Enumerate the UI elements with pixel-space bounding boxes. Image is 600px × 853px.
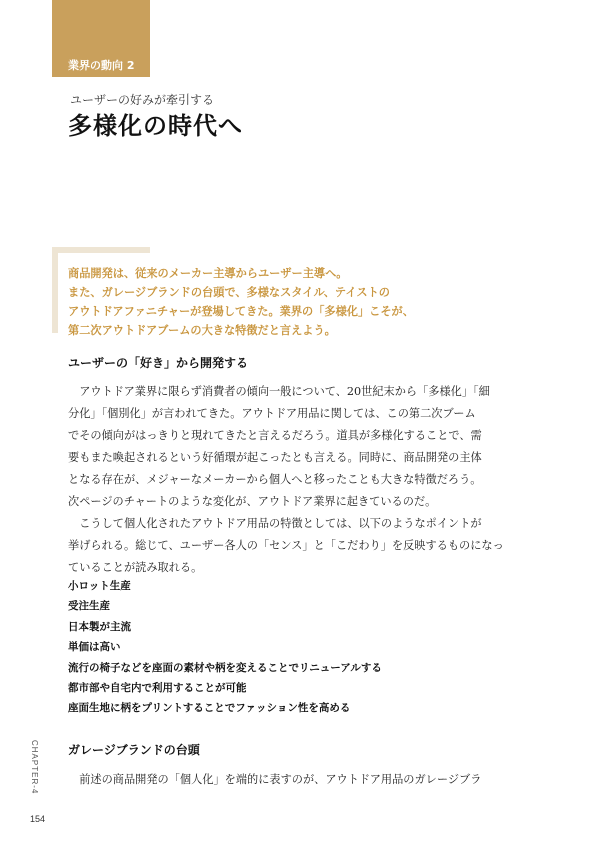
article-title: 多様化の時代へ (68, 112, 243, 140)
page-number: 154 (30, 814, 46, 824)
feature-item: 流行の椅子などを座面の素材や柄を変えることでリニューアルする (68, 661, 382, 674)
section-heading: ガレージブランドの台頭 (68, 743, 200, 757)
feature-item: 座面生地に柄をプリントすることでファッション性を高める (68, 702, 351, 715)
lead-line: また、ガレージブランドの台頭で、多様なスタイル、テイストの (68, 286, 390, 299)
body-line: 前述の商品開発の「個人化」を端的に表すのが、アウトドア用品のガレージブラ (68, 773, 482, 786)
body-line: ていることが読み取れる。 (68, 561, 203, 574)
body-line: となる存在が、メジャーなメーカーから個人へと移ったことも大きな特徴だろう。 (68, 473, 482, 486)
lead-line: アウトドアファニチャーが登場してきた。業界の「多様化」こそが、 (68, 305, 414, 318)
section-label: 業界の動向 2 (68, 59, 135, 72)
lead-line: 商品開発は、従来のメーカー主導からユーザー主導へ。 (68, 267, 348, 280)
feature-item: 受注生産 (68, 600, 110, 613)
body-paragraph (68, 769, 542, 791)
body-line: 要もまた喚起されるという好循環が起こったとも言える。同時に、商品開発の主体 (68, 451, 482, 464)
section-heading: ユーザーの「好き」から開発する (68, 356, 249, 370)
feature-item: 小ロット生産 (68, 580, 131, 592)
section-tab (52, 0, 150, 77)
lead-line: 第二次アウトドアブームの大きな特徴だと言えよう。 (68, 324, 336, 337)
feature-item: 日本製が主流 (68, 620, 131, 633)
body-line: アウトドア業界に限らず消費者の傾向一般について、20世紀末から「多様化」「細 (68, 385, 490, 398)
chapter-label: CHAPTER-4 (30, 740, 39, 795)
body-line: 次ページのチャートのような変化が、アウトドア業界に起きているのだ。 (68, 495, 437, 508)
feature-list (68, 576, 382, 719)
body-line: でその傾向がはっきりと現れてきたと言えるだろう。道具が多様化することで、需 (68, 429, 482, 442)
lead-paragraph (68, 264, 538, 340)
body-line: 分化」「個別化」が言われてきた。アウトドア用品に関しては、この第二次ブーム (68, 407, 476, 420)
feature-item: 単価は高い (68, 641, 121, 654)
body-paragraph (68, 381, 542, 579)
feature-item: 都市部や自宅内で利用することが可能 (68, 682, 247, 695)
body-line: 挙げられる。総じて、ユーザー各人の「センス」と「こだわり」を反映するものになっ (68, 539, 504, 552)
body-line: こうして個人化されたアウトドア用品の特徴としては、以下のようなポイントが (68, 517, 482, 530)
article-subtitle: ユーザーの好みが牽引する (70, 93, 215, 107)
